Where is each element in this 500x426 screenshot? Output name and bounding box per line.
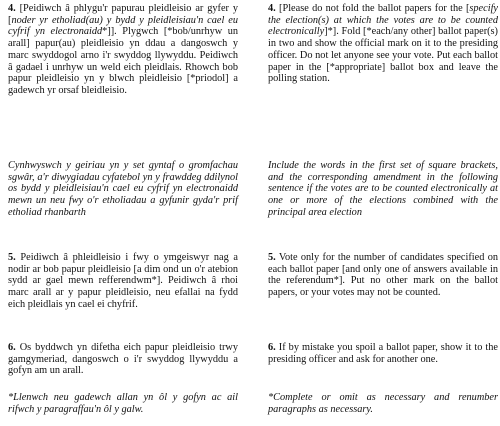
- welsh-paragraph-6-number: 6.: [8, 342, 16, 353]
- welsh-paragraph-4-part-2: noder yr etholiad(au) y bydd y pleidleisiau'n cael eu cyfrif yn electronaidd: [8, 14, 238, 38]
- english-paragraph-4-part-3: ]*]. Fold [*each/any other] ballot paper(s) in two and show the official mark on it to the presiding officer. Do not let anyone see your vote. Put each ballot paper in the [*appropriate] ballot box and leave the polling station.: [268, 26, 498, 85]
- welsh-paragraph-6-text: Os byddwch yn difetha eich papur pleidleisio trwy gamgymeriad, dangoswch o i'r swyddog llywyddu a gofyn am un arall.: [8, 342, 238, 377]
- welsh-editorial-note: Cynhwyswch y geiriau yn y set gyntaf o gromfachau sgwâr, a'r diwygiadau cyfatebol yn y frawddeg ddilynol os bydd y pleidleisiau'n cael eu cyfrif yn electronaidd mewn un neu fwy o'r etholiadau a gyfunir gyda'r prif etholiad rhanbarth: [8, 160, 238, 218]
- welsh-paragraph-4-part-1: [Peidiwch â phlygu'r papurau pleidleisio ar gyfer y [: [8, 3, 238, 26]
- welsh-paragraph-5: [8, 252, 238, 311]
- welsh-paragraph-4: [8, 3, 238, 97]
- english-paragraph-5: [268, 252, 498, 299]
- welsh-paragraph-4-part-3: *]]. Plygwch [*bob/unrhyw un arall] papur(au) pleidleisio yn ddau a dangoswch y marc swyddogol arno i'r swyddog llywyddu. Peidiwch â gadael i unrhyw un weld eich pleidlais. Rhowch bob papur pleidleisio yn y blwch pleidleisio [*priodol] a gadewch yr orsaf bleidleisio.: [8, 26, 239, 96]
- english-footnote: *Complete or omit as necessary and renumber paragraphs as necessary.: [268, 392, 498, 415]
- english-paragraph-4-part-1: [Please do not fold the ballot papers for the [: [275, 3, 470, 14]
- english-paragraph-4-number: 4.: [268, 3, 276, 14]
- welsh-footnote: *Llenwch neu gadewch allan yn ôl y gofyn ac ail rifwch y paragraffau'n ôl y galw.: [8, 392, 238, 415]
- english-paragraph-4-part-2: specify the election(s) at which the votes are to be counted electronically: [268, 3, 498, 38]
- welsh-paragraph-6: [8, 342, 238, 377]
- welsh-paragraph-5-number: 5.: [8, 252, 16, 263]
- welsh-paragraph-4-number: 4.: [8, 3, 16, 14]
- english-paragraph-5-number: 5.: [268, 252, 276, 263]
- english-paragraph-4: [268, 3, 498, 85]
- welsh-paragraph-5-text: Peidiwch â phleidleisio i fwy o ymgeiswyr nag a nodir ar bob papur pleidleisio [a dim ond un o'r atebion sydd ar gael mewn refferendwm*]. Peidiwch â rhoi marc arall ar y papur pleidleisio, neu efallai na fydd eich pleidlais yn cael ei chyfrif.: [8, 252, 238, 310]
- english-paragraph-6-number: 6.: [268, 342, 276, 353]
- english-paragraph-6: [268, 342, 498, 365]
- english-editorial-note: Include the words in the first set of square brackets, and the corresponding amendment in the following sentence if the votes are to be counted electronically at one or more of the elections combined with the principal area election: [268, 160, 498, 218]
- english-paragraph-5-text: Vote only for the number of candidates specified on each ballot paper [and only one of answers available in the referendum*]. Put no other mark on the ballot papers, or your votes may not be counted.: [268, 252, 498, 299]
- english-paragraph-6-text: If by mistake you spoil a ballot paper, show it to the presiding officer and ask for another one.: [268, 342, 498, 365]
